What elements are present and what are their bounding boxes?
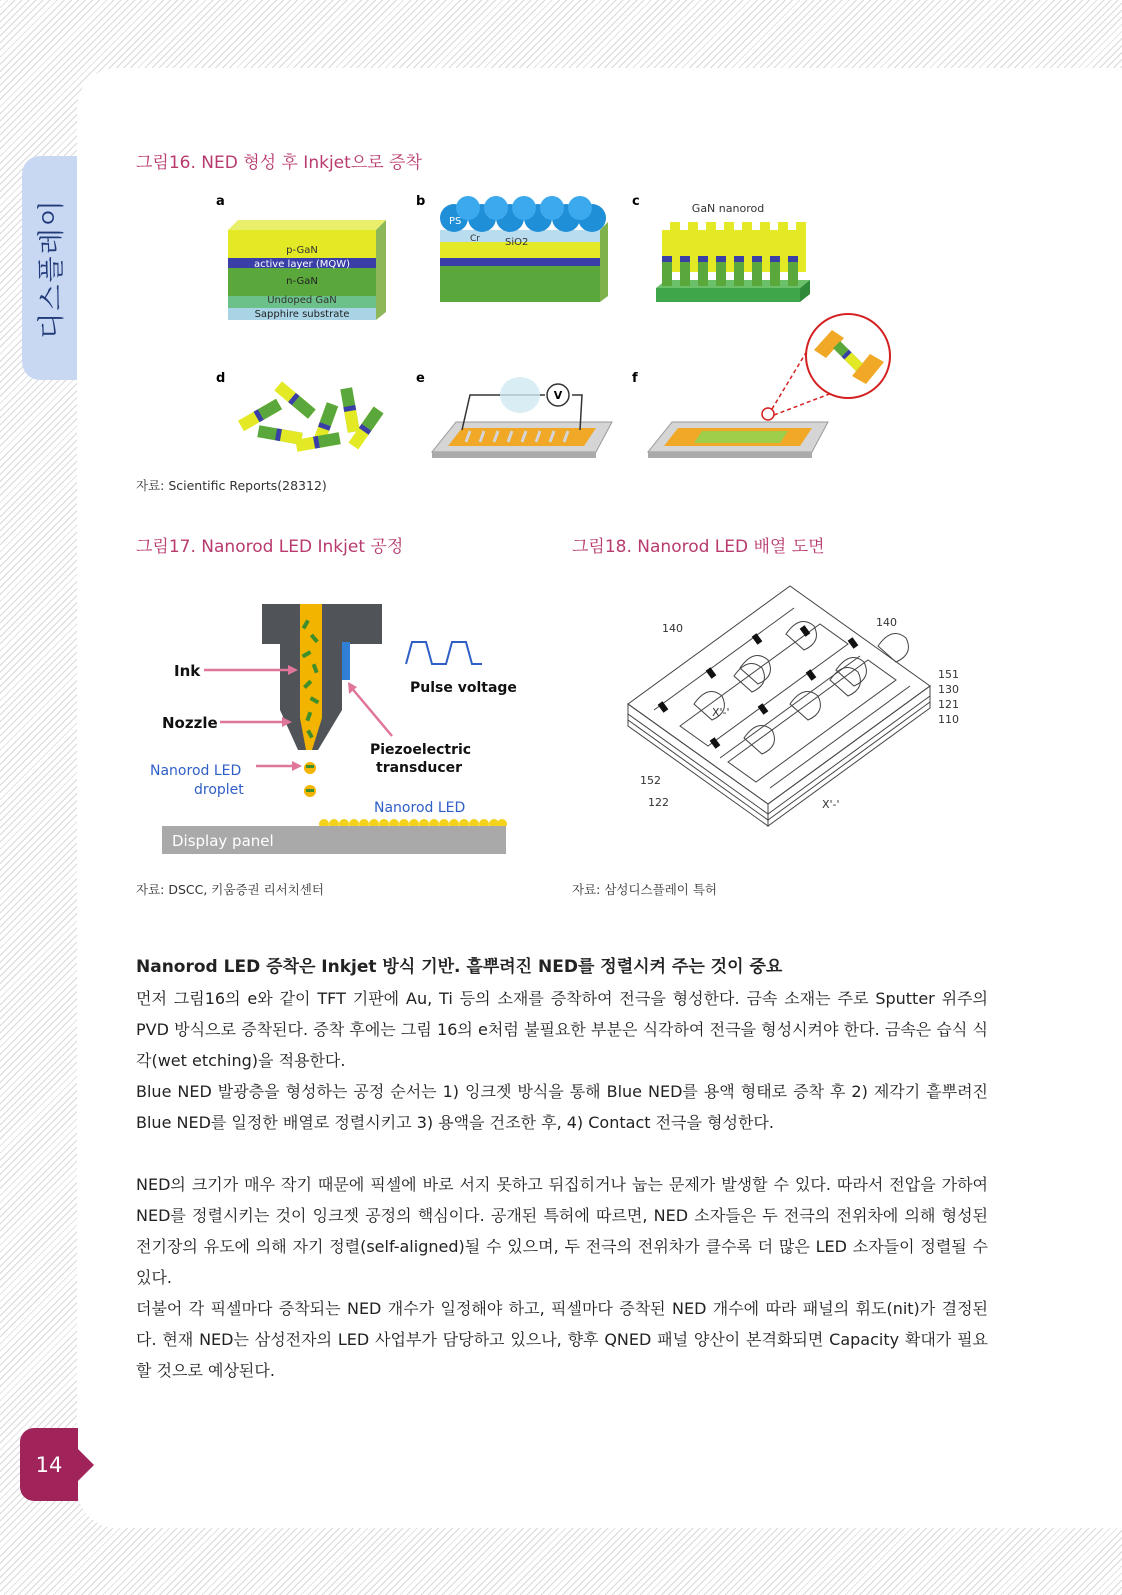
fig16-panel-d-label: d xyxy=(216,371,226,386)
fig16-panel-b xyxy=(440,196,608,302)
label-gan-nanorod: GaN nanorod xyxy=(691,202,765,215)
ref-x-top: X'-' xyxy=(712,706,730,719)
section-label: 디스플레이 xyxy=(37,197,69,339)
layer-mqw: active layer (MQW) xyxy=(253,259,351,270)
article-paragraph-3: NED의 크기가 매우 작기 때문에 픽셀에 바로 서지 못하고 뒤집히거나 눕는 문제가 발생할 수 있다. 따라서 전압을 가하여 NED를 정렬시키는 것이 잉크젯 공정의 핵심이다. 공개된 특허에 따르면, NED 소자들은 두 전극의 전위차에 의해 형성된 전기장의 유도에 의해 자기 정렬(self-aligned)될 수 있으며, 두 전극의 전위차가 클수록 더 많은 LED 소자들이 정렬될 수 있다. xyxy=(136,1175,988,1287)
article-paragraph-1: 먼저 그림16의 e와 같이 TFT 기판에 Au, Ti 등의 소재를 증착하여 전극을 형성한다. 금속 소재는 주로 Sputter 위주의 PVD 방식으로 증착된다. 증착 후에는 그림 16의 e처럼 불필요한 부분은 식각하여 전극을 형성시켜야 한다. 금속은 습식 식각(wet etching)을 적용한다. xyxy=(136,989,988,1070)
fig16-panel-b-label: b xyxy=(416,194,426,209)
fig18-title: 그림18. Nanorod LED 배열 도면 xyxy=(572,537,825,557)
article-body xyxy=(136,952,988,1386)
ref-140-right: 140 xyxy=(876,616,897,629)
ref-151: 151 xyxy=(938,668,959,681)
page-number: 14 xyxy=(20,1428,78,1501)
display-panel-label: Display panel xyxy=(172,832,274,850)
voltmeter-label: V xyxy=(553,389,563,402)
section-side-tab xyxy=(22,156,77,380)
layer-undoped: Undoped GaN xyxy=(267,295,337,306)
label-ps: PS xyxy=(449,216,462,227)
ref-110: 110 xyxy=(938,713,959,726)
piezo-label-line2: transducer xyxy=(376,760,463,776)
fig16-panel-a xyxy=(228,220,386,320)
fig16-panel-a-label: a xyxy=(216,194,225,209)
article-paragraph-4: 더불어 각 픽셀마다 증착되는 NED 개수가 일정해야 하고, 픽셀마다 증착된 NED 개수에 따라 패널의 휘도(nit)가 결정된다. 현재 NED는 삼성전자의 LED 사업부가 담당하고 있으나, 향후 QNED 패널 양산이 본격화되면 Capacity 확대가 필요할 것으로 예상된다. xyxy=(136,1299,988,1380)
fig16-panel-e xyxy=(432,377,612,458)
nanorod-led-label: Nanorod LED xyxy=(374,800,466,816)
article-paragraph-2: Blue NED 발광층을 형성하는 공정 순서는 1) 잉크젯 방식을 통해 Blue NED를 용액 형태로 증착 후 2) 제각기 흩뿌려진 Blue NED를 일정한 배열로 정렬시키고 3) 용액을 건조한 후, 4) Contact 전극을 형성한다. xyxy=(136,1082,988,1132)
layer-sapphire: Sapphire substrate xyxy=(254,309,350,320)
droplet-label-line2: droplet xyxy=(194,782,244,798)
droplet-label-line1: Nanorod LED xyxy=(150,763,242,779)
fig16-source: 자료: Scientific Reports(28312) xyxy=(136,478,327,493)
fig16-title: 그림16. NED 형성 후 Inkjet으로 증착 xyxy=(136,153,422,173)
nozzle-label: Nozzle xyxy=(162,714,218,732)
ref-122: 122 xyxy=(648,796,669,809)
fig16-panel-e-label: e xyxy=(416,371,425,386)
fig17-title: 그림17. Nanorod LED Inkjet 공정 xyxy=(136,537,404,557)
ref-121: 121 xyxy=(938,698,959,711)
piezo-label-line1: Piezoelectric xyxy=(370,742,472,758)
fig16-diagram xyxy=(200,190,920,480)
article-heading: Nanorod LED 증착은 Inkjet 방식 기반. 흩뿌려진 NED를 정렬시켜 주는 것이 중요 xyxy=(136,957,783,977)
label-cr: Cr xyxy=(470,234,480,244)
ref-152: 152 xyxy=(640,774,661,787)
fig16-panel-d xyxy=(238,381,384,451)
ref-140-left: 140 xyxy=(662,622,683,635)
fig17-diagram xyxy=(150,590,520,870)
ref-x-bottom: X'-' xyxy=(822,798,840,811)
fig16-panel-f-label: f xyxy=(632,371,638,386)
fig18-source: 자료: 삼성디스플레이 특허 xyxy=(572,882,717,897)
fig17-source: 자료: DSCC, 키움증권 리서치센터 xyxy=(136,882,324,897)
layer-n-gan: n-GaN xyxy=(286,276,318,287)
layer-p-gan: p-GaN xyxy=(286,245,318,256)
fig16-panel-c-label: c xyxy=(632,194,640,209)
paragraph-gap xyxy=(136,1138,988,1169)
fig16-panel-c xyxy=(656,222,810,302)
fig16-panel-f xyxy=(648,314,890,458)
ref-130: 130 xyxy=(938,683,959,696)
pulse-voltage-label: Pulse voltage xyxy=(410,680,517,696)
label-sio2: SiO2 xyxy=(505,237,529,248)
fig18-diagram xyxy=(620,576,980,866)
ink-label: Ink xyxy=(174,662,201,680)
